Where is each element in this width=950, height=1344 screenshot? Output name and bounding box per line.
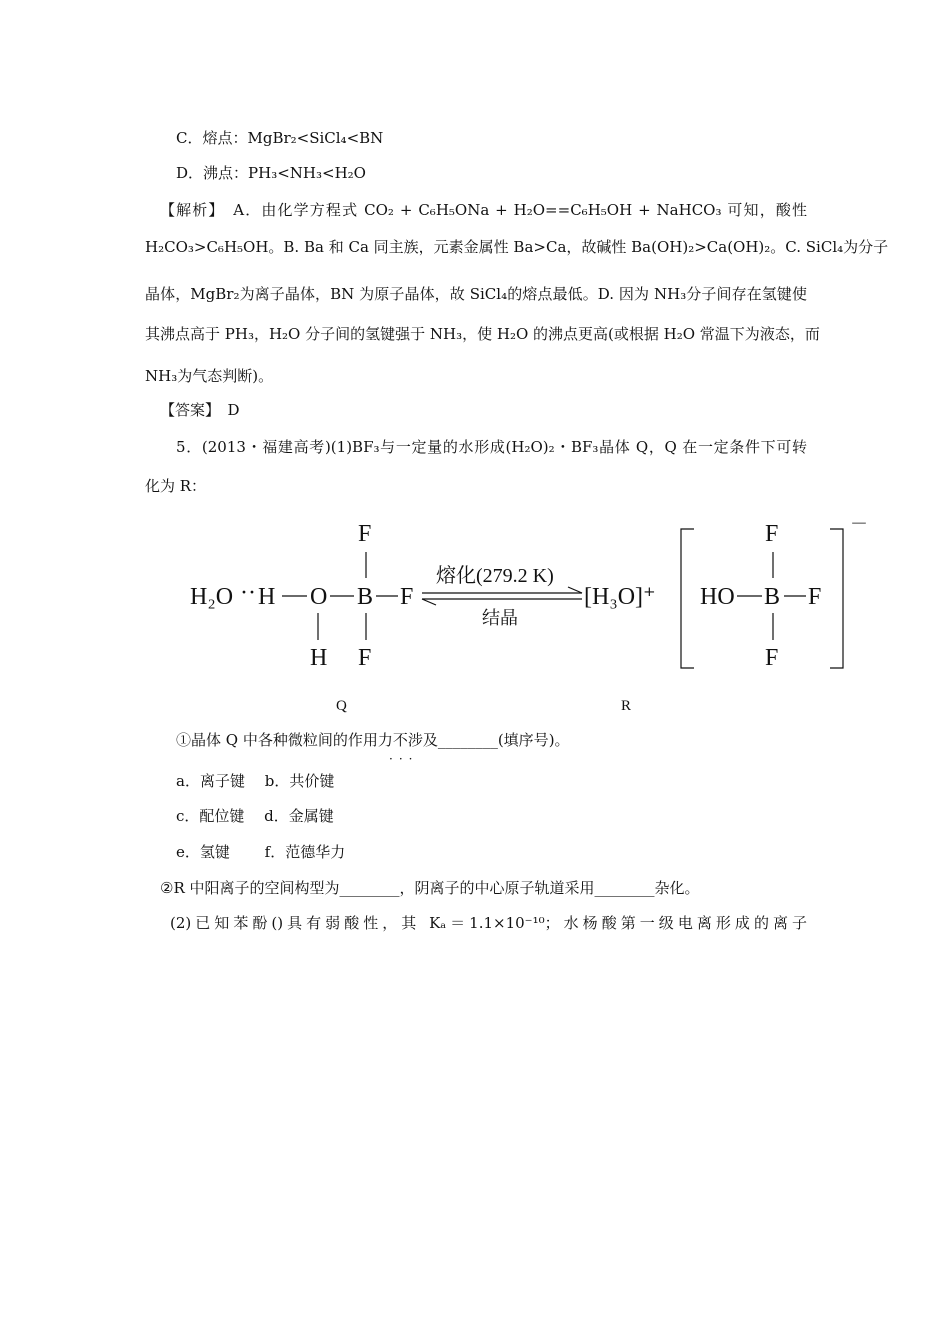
option-a-b: a．离子键 b．共价键 <box>176 772 335 790</box>
anion-bracket-left <box>681 529 694 668</box>
option-c: C．熔点：MgBr₂<SiCl₄<BN <box>176 129 384 147</box>
q-hbond-dots: ·· <box>240 580 256 606</box>
analysis-line-2: H₂CO₃>C₆H₅OH。B. Ba 和 Ca 同主族，元素金属性 Ba>Ca，故碱性 Ba(OH)₂>Ca(OH)₂。C. SiCl₄为分子 <box>145 238 889 256</box>
q-f-top: F <box>358 521 372 547</box>
analysis-line-5: NH₃为气态判断)。 <box>145 367 274 385</box>
r-cation: [H₃O]⁺ <box>584 584 656 610</box>
q-h-bottom: H <box>310 645 328 671</box>
question-5-line-1: 5．(2013・福建高考)(1)BF₃与一定量的水形成(H₂O)₂・BF₃晶体 Q，Q 在一定条件下可转 <box>176 438 807 456</box>
label-r: R <box>621 698 632 714</box>
anion-bracket-right <box>830 529 843 668</box>
arrow-left-head <box>422 599 436 605</box>
subquestion-3: (2)已知苯酚()具有弱酸性，其 Kₐ＝1.1×10⁻¹⁰；水杨酸第一级电离形成的离子 <box>170 914 807 932</box>
emphasis-dots: ··· <box>389 752 419 766</box>
q-b-atom: B <box>357 584 374 610</box>
option-d: D．沸点：PH₃<NH₃<H₂O <box>176 164 366 182</box>
q-h2o-label: H₂O <box>190 584 234 610</box>
r-anion-f-right: F <box>808 584 822 610</box>
q-h-atom: H <box>258 584 276 610</box>
answer-line: 【答案】 D <box>160 401 240 419</box>
r-anion-b: B <box>764 584 781 610</box>
r-anion-f-top: F <box>765 521 779 547</box>
analysis-line-4: 其沸点高于 PH₃，H₂O 分子间的氢键强于 NH₃，使 H₂O 的沸点更高(或根据 H₂O 常温下为液态，而 <box>145 325 820 343</box>
arrow-right-head <box>568 587 582 593</box>
label-q: Q <box>336 698 347 714</box>
r-anion-charge: － <box>850 514 868 534</box>
arrow-condition-bottom: 结晶 <box>482 608 518 628</box>
subquestion-2: ②R 中阳离子的空间构型为________，阴离子的中心原子轨道采用________杂化。 <box>160 879 700 897</box>
arrow-condition-top: 熔化(279.2 K) <box>436 565 554 587</box>
q-o-atom: O <box>310 584 328 610</box>
q-f-right: F <box>400 584 414 610</box>
analysis-line-1: 【解析】 A．由化学方程式 CO₂ + C₆H₅ONa + H₂O==C₆H₅OH + NaHCO₃ 可知，酸性 <box>160 201 807 219</box>
option-e-f: e．氢键 f．范德华力 <box>176 843 346 861</box>
option-c-d: c．配位键 d．金属键 <box>176 807 334 825</box>
r-anion-ho: HO <box>700 584 735 610</box>
q-f-bottom: F <box>358 645 372 671</box>
r-anion-f-bottom: F <box>765 645 779 671</box>
analysis-line-3: 晶体，MgBr₂为离子晶体，BN 为原子晶体，故 SiCl₄的熔点最低。D. 因为 NH₃分子间存在氢键使 <box>145 285 807 303</box>
subquestion-1: ①晶体 Q 中各种微粒间的作用力不涉及________(填序号)。 <box>176 731 570 749</box>
question-5-line-2: 化为 R： <box>145 477 207 495</box>
